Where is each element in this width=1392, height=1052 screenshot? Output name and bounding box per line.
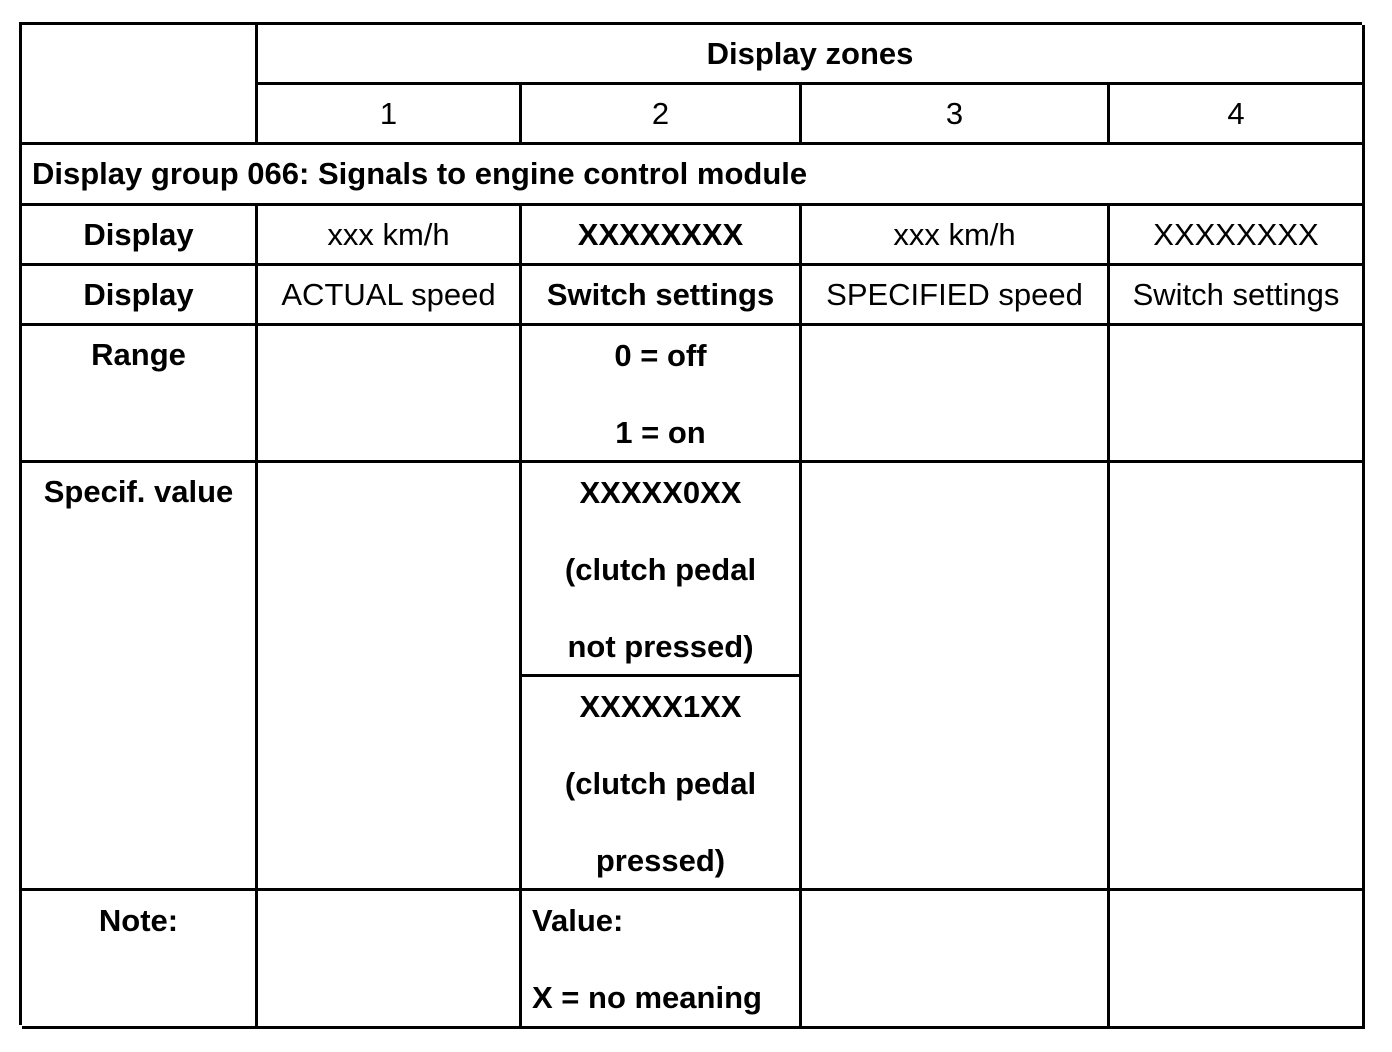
- range-zone-2: [522, 326, 802, 463]
- zone-number-4: 4: [1110, 85, 1365, 145]
- note-zone-3: [802, 891, 1110, 1029]
- switch-settings-description-4: Switch settings: [1110, 266, 1365, 326]
- actual-speed-description: ACTUAL speed: [258, 266, 522, 326]
- switch-settings-description-2: Switch settings: [522, 266, 802, 326]
- display-zones-header: Display zones: [258, 25, 1365, 85]
- range-label: Range: [22, 326, 258, 463]
- header-corner-cell: [22, 25, 258, 145]
- display-group-title: Display group 066: Signals to engine control module: [22, 145, 1365, 206]
- specif-not-pressed-line3: not pressed): [567, 629, 754, 664]
- range-zone-4: [1110, 326, 1365, 463]
- specif-zone-4: [1110, 463, 1365, 891]
- display-zone-4-value: XXXXXXXX: [1110, 206, 1365, 266]
- specif-zone-3: [802, 463, 1110, 891]
- note-zone-2: [522, 891, 802, 1029]
- specif-zone-1: [258, 463, 522, 891]
- note-value-text: Value:: [532, 903, 624, 938]
- note-zone-4: [1110, 891, 1365, 1029]
- specif-value-label: Specif. value: [22, 463, 258, 891]
- note-meaning-text: X = no meaning: [532, 980, 762, 1015]
- specif-pressed-cell: [522, 677, 802, 891]
- specif-not-pressed-line2: (clutch pedal: [564, 552, 757, 587]
- zone-number-1: 1: [258, 85, 522, 145]
- note-zone-1: [258, 891, 522, 1029]
- specified-speed-description: SPECIFIED speed: [802, 266, 1110, 326]
- specif-not-pressed-code: XXXXX0XX: [579, 475, 742, 510]
- diagnostic-table: [19, 22, 1362, 1025]
- range-off-text: 0 = off: [614, 338, 707, 373]
- specif-pressed-code: XXXXX1XX: [579, 689, 742, 724]
- display-zone-2-value: XXXXXXXX: [522, 206, 802, 266]
- zone-number-2: 2: [522, 85, 802, 145]
- specif-pressed-line3: pressed): [595, 843, 726, 878]
- specif-not-pressed-cell: [522, 463, 802, 677]
- note-label: Note:: [22, 891, 258, 1029]
- range-on-text: 1 = on: [615, 415, 706, 450]
- zone-number-3: 3: [802, 85, 1110, 145]
- display-zone-3-value: xxx km/h: [802, 206, 1110, 266]
- display-row-label: Display: [22, 206, 258, 266]
- display-zone-1-value: xxx km/h: [258, 206, 522, 266]
- range-zone-1: [258, 326, 522, 463]
- specif-pressed-line2: (clutch pedal: [564, 766, 757, 801]
- range-zone-3: [802, 326, 1110, 463]
- display-description-label: Display: [22, 266, 258, 326]
